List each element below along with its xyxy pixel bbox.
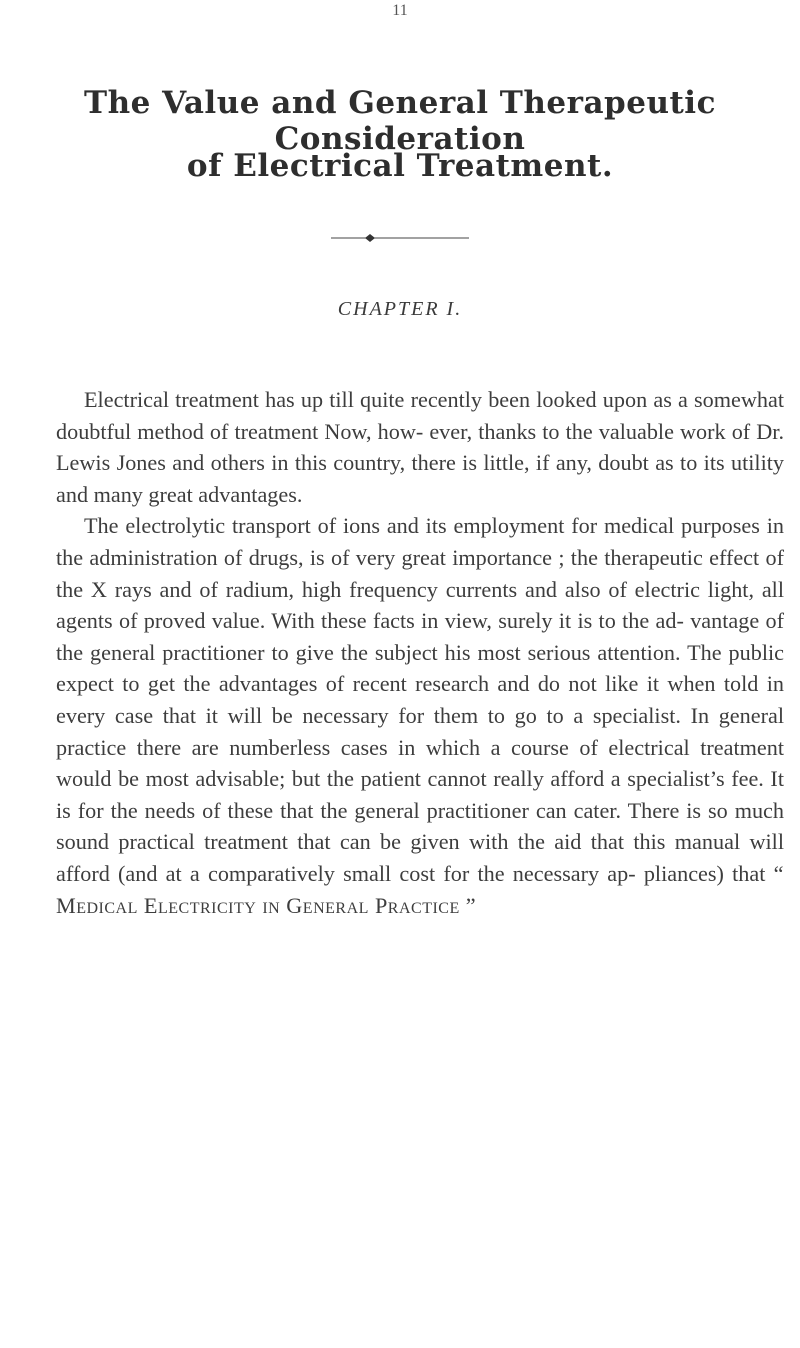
paragraph: Electrical treatment has up till quite recently been looked upon as a somewhat doubtful method of treatment Now, how- ever, thanks to the valuable work of Dr. Lewis Jones and others in this country, there is little, if any, doubt as to its utility and many great advantages. [56,387,784,507]
paragraph-with-quote [56,510,784,921]
paragraph-text: The electrolytic transport of ions and its employment for medical purposes in the administration of drugs, is of very great importance ; the therapeutic effect of the X rays and of radium, high frequency currents and also of electric light, all agents of proved value. With these facts in view, surely it is to the ad- vantage of the general practitioner to give the subject his most serious attention. The public expect to get the advantages of recent research and do not like it when told in every case that it will be necessary for them to go to a specialist. In general practice there are numberless cases in which a course of electrical treatment would be most advisable; but the patient cannot really afford a specialist’s fee. It is for the needs of these that the general practitioner can cater. There is so much sound practical treatment that can be given with the aid that this manual will afford (and at a comparatively small cost for the necessary ap- pliances) that [56,513,784,886]
book-title-quote: “ Medical Electricity in General Practice ” [56,860,785,918]
title-line-1: The Value and General Therapeutic Consideration [84,85,716,157]
body-text [56,384,784,921]
chapter-heading: CHAPTER I. [337,298,463,320]
title-line-2: of Electrical Treatment. [186,148,614,184]
ornament-divider [331,232,469,244]
page-number: 11 [392,2,408,19]
